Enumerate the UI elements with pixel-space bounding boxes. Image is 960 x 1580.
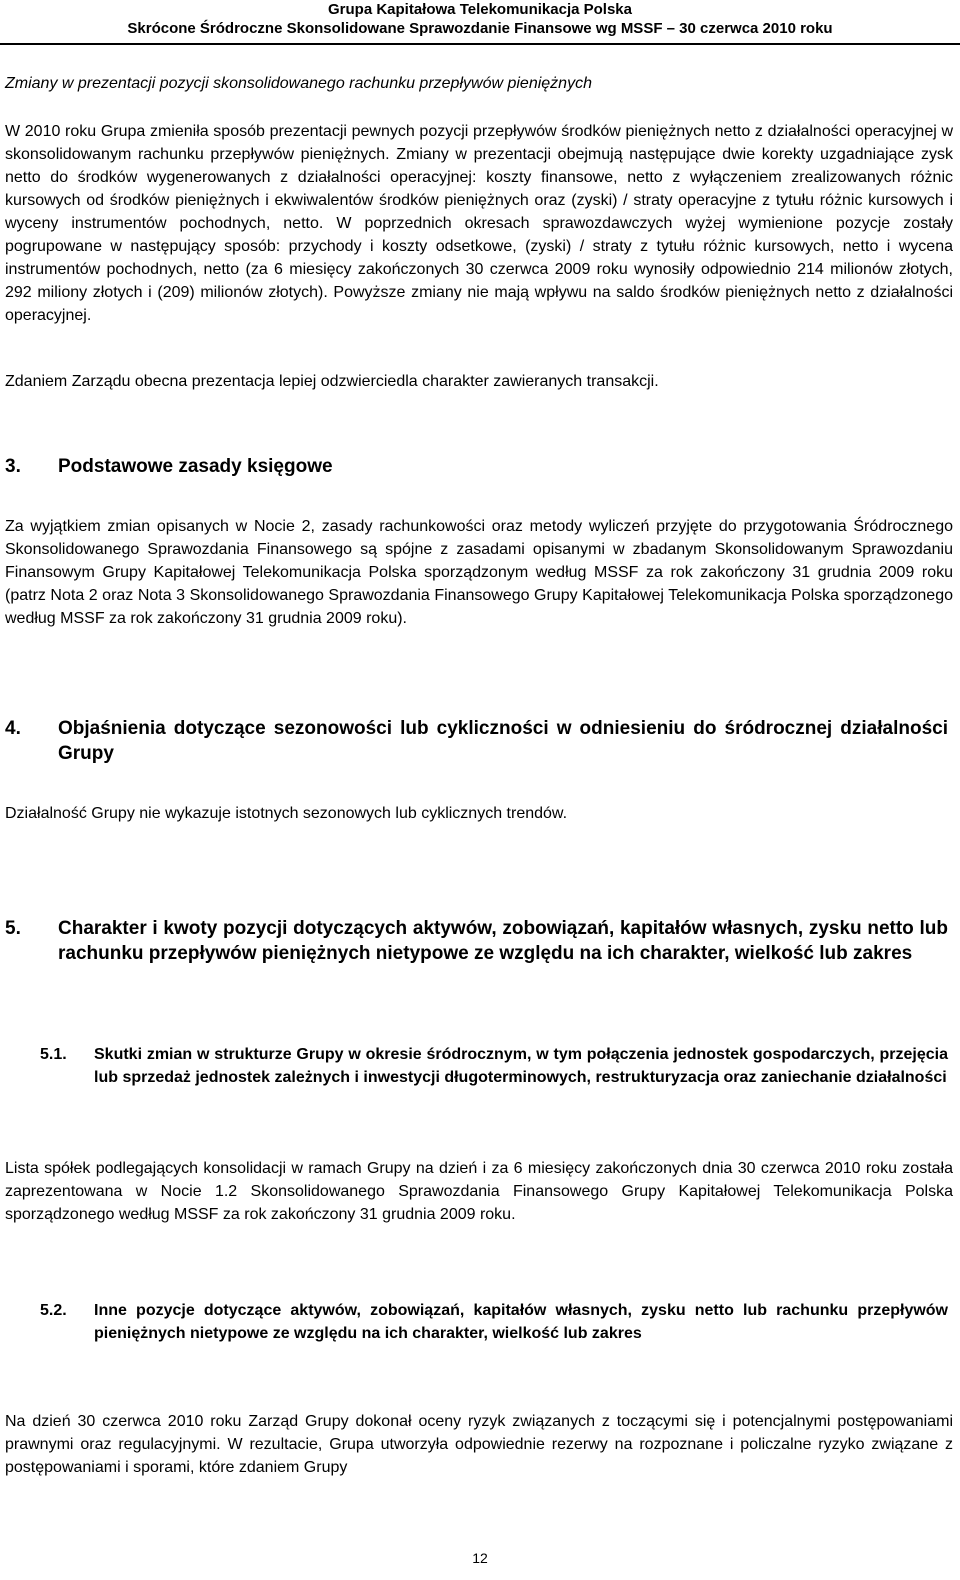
header-report-title: Skrócone Śródroczne Skonsolidowane Sprawozdanie Finansowe wg MSSF – 30 czerwca 2010 roku	[127, 20, 833, 37]
header-company: Grupa Kapitałowa Telekomunikacja Polska	[328, 1, 632, 18]
section-5-1-paragraph: Lista spółek podlegających konsolidacji w ramach Grupy na dzień i za 6 miesięcy zakończonych dnia 30 czerwca 2010 roku została zaprezentowana w Nocie 1.2 Skonsolidowanego Sprawozdania Finansowego Grupy Kapitałowej Telekomunikacja Polska sporządzonego według MSSF za rok zakończony 31 grudnia 2009 roku.	[5, 1160, 953, 1223]
section-5-2-paragraph: Na dzień 30 czerwca 2010 roku Zarząd Grupy dokonał oceny ryzyk związanych z toczącymi się i potencjalnymi postępowaniami prawnymi oraz regulacyjnymi. W rezultacie, Grupa utworzyła odpowiednie rezerwy na rozpoznane i policzalne ryzyko związane z postępowaniami i sporami, które zdaniem Grupy	[5, 1413, 953, 1476]
section-4-number: 4.	[5, 718, 21, 739]
page-number: 12	[472, 1550, 488, 1566]
section-3-title: Podstawowe zasady księgowe	[58, 456, 333, 477]
section-5-1-number: 5.1.	[40, 1046, 67, 1063]
page-header	[0, 0, 960, 38]
intro-paragraph-2: Zdaniem Zarządu obecna prezentacja lepiej odzwierciedla charakter zawieranych transakcji.	[5, 373, 659, 390]
section-3-paragraph: Za wyjątkiem zmian opisanych w Nocie 2, zasady rachunkowości oraz metody wyliczeń przyjęte do przygotowania Śródrocznego Skonsolidowanego Sprawozdania Finansowego są spójne z zasadami opisanymi w zbadanym Skonsolidowanym Sprawozdaniu Finansowym Grupy Kapitałowej Telekomunikacja Polska sporządzonym według MSSF za rok zakończony 31 grudnia 2009 roku (patrz Nota 2 oraz Nota 3 Skonsolidowanego Sprawozdania Finansowego Grupy Kapitałowej Telekomunikacja Polska sporządzonego według MSSF za rok zakończony 31 grudnia 2009 roku).	[5, 518, 953, 627]
section-4-title: Objaśnienia dotyczące sezonowości lub cykliczności w odniesieniu do śródrocznej działalności Grupy	[58, 718, 948, 764]
intro-heading: Zmiany w prezentacji pozycji skonsolidowanego rachunku przepływów pieniężnych	[5, 75, 592, 92]
section-5-2-number: 5.2.	[40, 1302, 67, 1319]
section-3-number: 3.	[5, 456, 21, 477]
section-5-title: Charakter i kwoty pozycji dotyczących aktywów, zobowiązań, kapitałów własnych, zysku netto lub rachunku przepływów pieniężnych nietypowe ze względu na ich charakter, wielkość lub zakres	[58, 918, 948, 964]
section-5-1-title: Skutki zmian w strukturze Grupy w okresie śródrocznym, w tym połączenia jednostek gospodarczych, przejęcia lub sprzedaż jednostek zależnych i inwestycji długoterminowych, restrukturyzacja oraz zaniechanie działalności	[94, 1046, 948, 1086]
section-5-number: 5.	[5, 918, 21, 939]
intro-paragraph-1: W 2010 roku Grupa zmieniła sposób prezentacji pewnych pozycji przepływów środków pieniężnych netto z działalności operacyjnej w skonsolidowanym rachunku przepływów pieniężnych. Zmiany w prezentacji obejmują następujące dwie korekty uzgadniające zysk netto do środków wygenerowanych z działalności operacyjnej: koszty finansowe, netto z wyłączeniem zrealizowanych różnic kursowych od środków pieniężnych i ekwiwalentów środków pieniężnych oraz (zyski) / straty operacyjne z tytułu różnic kursowych i wyceny instrumentów pochodnych, netto. W poprzednich okresach sprawozdawczych wyżej wymienione pozycje zostały pogrupowane w następujący sposób: przychody i koszty odsetkowe, (zyski) / straty z tytułu różnic kursowych, netto i wycena instrumentów pochodnych, netto (za 6 miesięcy zakończonych 30 czerwca 2009 roku wynosiły odpowiednio 214 milionów złotych, 292 miliony złotych i (209) milionów złotych). Powyższe zmiany nie mają wpływu na saldo środków pieniężnych netto z działalności operacyjnej.	[5, 123, 953, 324]
section-5-2-title: Inne pozycje dotyczące aktywów, zobowiązań, kapitałów własnych, zysku netto lub rachunku przepływów pieniężnych nietypowe ze względu na ich charakter, wielkość lub zakres	[94, 1302, 948, 1342]
section-4-paragraph: Działalność Grupy nie wykazuje istotnych sezonowych lub cyklicznych trendów.	[5, 805, 568, 822]
header-divider	[0, 43, 960, 45]
